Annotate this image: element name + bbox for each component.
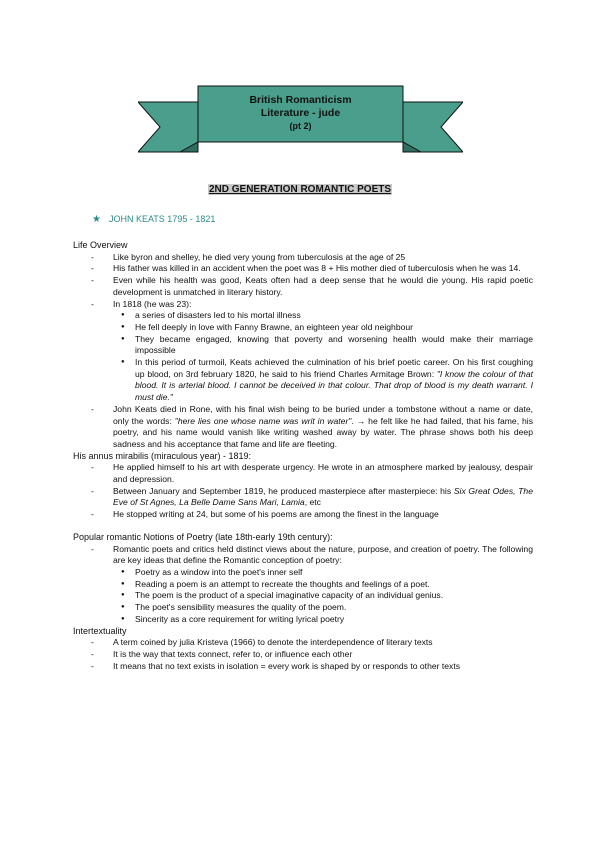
list-item: - It means that no text exists in isolation = every work is shaped by or responds to other texts <box>113 661 533 673</box>
sub-list-item <box>135 357 533 404</box>
list-item-text: Romantic poets and critics held distinct views about the nature, purpose, and creation of poetry. The following are key ideas that define the Romantic conception of poetry: <box>113 543 533 566</box>
sub-list-item: ● He fell deeply in love with Fanny Brawne, an eighteen year old neighbour <box>135 322 533 334</box>
list-item <box>113 544 533 626</box>
list-item: - He applied himself to his art with desperate urgency. He wrote in an atmosphere marked by jealousy, despair and depression. <box>113 462 533 485</box>
epitaph-quote: "here lies one whose name was writ in water" <box>174 415 352 426</box>
list-item: - A term coined by julia Kristeva (1966) to denote the interdependence of literary texts <box>113 637 533 649</box>
list-item: - Even while his health was good, Keats often had a deep sense that he would die young. His rapid poetic development is unmatched in literary history. <box>113 275 533 298</box>
intertext-heading: Intertextuality <box>73 625 127 636</box>
blood-quote: "I know the colour of that blood. It is arterial blood. I cannot be deceived in that colour. That drop of blood is my death warrant. I must die." <box>135 368 534 403</box>
annus-heading: His annus mirabilis (miraculous year) - 1819: <box>73 450 252 461</box>
sub-list-item: ● Reading a poem is an attempt to recreate the thoughts and feelings of a poet. <box>135 579 533 591</box>
banner-line-2: Literature - jude <box>260 107 341 119</box>
sub-list-item-text: In this period of turmoil, Keats achieved the culmination of his brief poetic career. On his first coughing up blood, on 3rd february 1820, he said to his friend Charles Armitage Brown: <box>135 357 533 379</box>
list-item: - Like byron and shelley, he died very young from tuberculosis at the age of 25 <box>113 252 533 264</box>
sub-list-item: ● Sincerity as a core requirement for writing lyrical poetry <box>135 614 533 626</box>
banner-line-1: British Romanticism <box>249 94 352 106</box>
death-text: John Keats died in Rone, with his final wish being to be buried under a tombstone without a name or date, only the words: <box>113 403 533 426</box>
list-item <box>113 299 533 404</box>
list-item: - His father was killed in an accident when the poet was 8 + His mother died of tuberculosis when he was 14. <box>113 263 533 275</box>
works-text-end: , etc <box>304 497 321 508</box>
author-name: JOHN KEATS 1795 - 1821 <box>108 214 216 224</box>
document-body <box>73 240 533 672</box>
death-text-end: . → he felt like he had failed, that his fame, his poetry, and his name would vanish like writing washed away by water. The phrase shows both his deep sadness and his acceptance that fame and life are fleeting. <box>113 415 533 449</box>
annus-list <box>73 462 533 521</box>
sub-list-item: ● a series of disasters led to his mortal illness <box>135 310 533 322</box>
works-text: Between January and September 1819, he produced masterpiece after masterpiece: his <box>113 485 454 496</box>
life-list <box>73 252 533 451</box>
life-heading: Life Overview <box>73 240 128 250</box>
popular-sublist <box>113 567 533 626</box>
list-item <box>113 404 533 451</box>
popular-heading: Popular romantic Notions of Poetry (late 18th-early 19th century): <box>73 531 333 542</box>
list-item-text: In 1818 (he was 23): <box>113 298 192 309</box>
sub-list-item: ● They became engaged, knowing that poverty and worsening health would make their marriage impossible <box>135 334 533 357</box>
banner-title <box>198 94 403 132</box>
section-title <box>0 184 600 195</box>
list-item <box>113 486 533 509</box>
sub-list-item: ● The poet's sensibility measures the quality of the poem. <box>135 602 533 614</box>
life-sublist <box>113 310 533 404</box>
list-item: - It is the way that texts connect, refer to, or influence each other <box>113 649 533 661</box>
popular-list <box>73 544 533 626</box>
intertext-list <box>73 637 533 672</box>
star-icon: ★ <box>92 214 101 225</box>
sub-list-item: ● Poetry as a window into the poet's inner self <box>135 567 533 579</box>
section-title-text: 2ND GENERATION ROMANTIC POETS <box>208 184 392 195</box>
title-banner <box>138 80 463 160</box>
banner-line-3: (pt 2) <box>289 121 312 131</box>
list-item: - He stopped writing at 24, but some of his poems are among the finest in the language <box>113 509 533 521</box>
spacer <box>73 521 533 532</box>
sub-list-item: ● The poem is the product of a special imaginative capacity of an individual genius. <box>135 590 533 602</box>
works-titles: Six Great Odes, The Eve of St Agnes, La Belle Dame Sans Mari, Lamia <box>113 485 533 508</box>
author-heading <box>92 214 215 225</box>
